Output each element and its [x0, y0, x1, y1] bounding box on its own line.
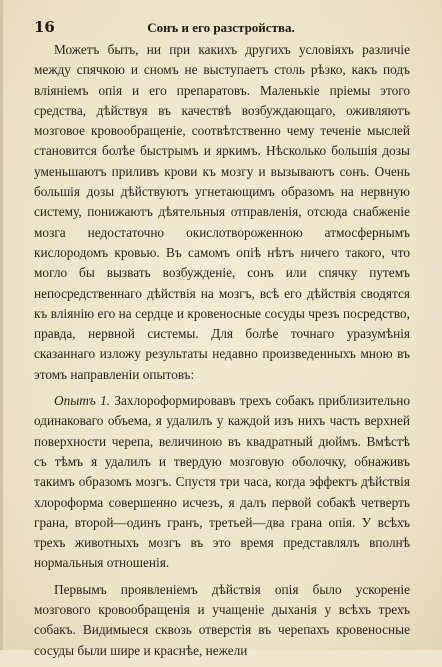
paragraph-opium-effects: Можетъ быть, ни при какихъ другихъ условіяхъ различіе между спячкою и сномъ не выступаетъ столь рѣзко, какъ подъ вліяніемъ опія и его препаратовъ. Маленькіе пріемы этого средства, дѣйствуя въ качествѣ возбуждающаго, оживляютъ мозговое кровообращеніе, соотвѣтственно чему теченіе мыслей становится болѣе быстрымъ и яркимъ. Нѣсколько большія дозы уменьшаютъ приливъ крови къ мозгу и вызываютъ сонъ. Очень большія дозы дѣйствуютъ угнетающимъ образомъ на нервную систему, понижаютъ дѣятельныя отправленія, отсюда снабженіе мозга недостаточно окислотвороженною атмосфернымъ кислородомъ кровью. Въ самомъ опіѣ нѣтъ ничего такого, что могло бы вызвать возбужденіе, сонъ или спячку путемъ непосредственнаго дѣйствія на мозгъ, всѣ его дѣйствія сводятся къ вліянію его на сердце и кровеносные сосуды чрезъ посредство, правда, нервной системы. Для болѣе точнаго уразумѣнія сказаннаго изложу результаты недавно произведенныхъ мною въ этомъ направленіи опытовъ:: [34, 42, 410, 382]
paragraph-experiment-1: [34, 391, 410, 574]
page-number: 16: [34, 18, 55, 36]
experiment-label: Опытъ 1.: [54, 393, 111, 409]
page-edge: [0, 0, 3, 650]
paragraph-first-effects: Первымъ проявленіемъ дѣйствія опія было ускореніе мозгового кровообращенія и учащеніе дыханія у всѣхъ трехъ собакъ. Видимыеся сквозь отверстія въ черепахъ кровеносные сосуды были шире и краснѣе, нежели: [34, 581, 410, 658]
body-text: [34, 40, 410, 667]
running-title: Сонъ и его разстройства.: [147, 20, 295, 35]
experiment-text: Захлороформировавъ трехъ собакъ приблизительно одинаковаго объема, я удалилъ у каждой изъ нихъ часть верхней поверхности черепа, величиною въ квадратный дюймъ. Вмѣстѣ съ тѣмъ я удалилъ и твердую мозговую оболочку, обнаживъ такимъ образомъ мозгъ. Спустя три часа, когда эффектъ дѣйствія хлороформа совершенно исчезъ, я далъ первой собакѣ четверть грана, второй—одинъ гранъ, третьей—два грана опія. У всѣхъ трехъ животныхъ мозгъ въ это время представлялъ вполнѣ нормальныя отношенія.: [34, 393, 410, 571]
page-header: [32, 14, 410, 36]
